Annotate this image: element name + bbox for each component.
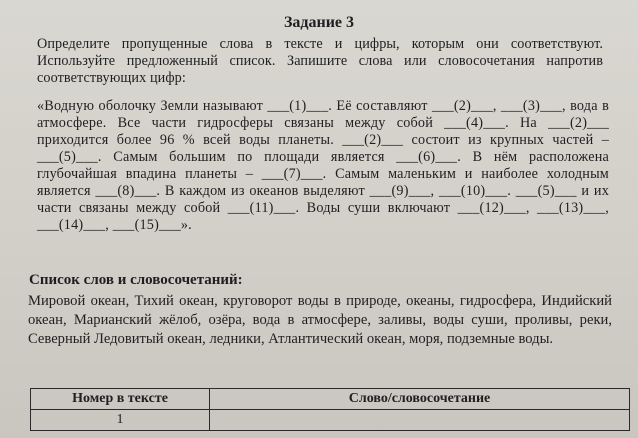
task-instruction: Определите пропущенные слова в тексте и цифры, которым они соответствуют. Используйте предложенный список. Запишите слова или словосочетания напротив соответствующих цифр: bbox=[37, 36, 603, 86]
row-number: 1 bbox=[31, 410, 210, 431]
header-word: Слово/словосочетание bbox=[210, 389, 630, 410]
header-number: Номер в тексте bbox=[31, 389, 210, 410]
word-list-title: Список слов и словосочетаний: bbox=[29, 272, 243, 288]
task-text: «Водную оболочку Земли называют ___(1)___. Её составляют ___(2)___, ___(3)___, вода в атмосфере. Все части гидросферы связаны между собой ___(4)___. На ___(2)___ приходится более 96 % всей воды планеты. ___(2)___ состоит из крупных частей – ___(5)___. Самым большим по площади является ___(6)___. В нём расположена глубочайшая впадина планеты – ___(7)___. Самым маленьким и наиболее холодным является ___(8)___. В каждом из океанов выделяют ___(9)___, ___(10)___. ___(5)___ и их части связаны между собой ___(11)___. Воды суши включают ___(12)___, ___(13)___, ___(14)___, ___(15)___». bbox=[37, 98, 609, 233]
table-row bbox=[31, 410, 630, 431]
word-list: Мировой океан, Тихий океан, круговорот воды в природе, океаны, гидросфера, Индийский океан, Марианский жёлоб, озёра, вода в атмосфере, заливы, воды суши, проливы, реки, Северный Ледовитый океан, ледники, Атлантический океан, моря, подземные воды. bbox=[28, 293, 612, 347]
task-title: Задание 3 bbox=[283, 14, 355, 31]
answer-table bbox=[30, 388, 630, 431]
table-header-row bbox=[31, 389, 630, 410]
row-answer[interactable] bbox=[210, 410, 630, 431]
